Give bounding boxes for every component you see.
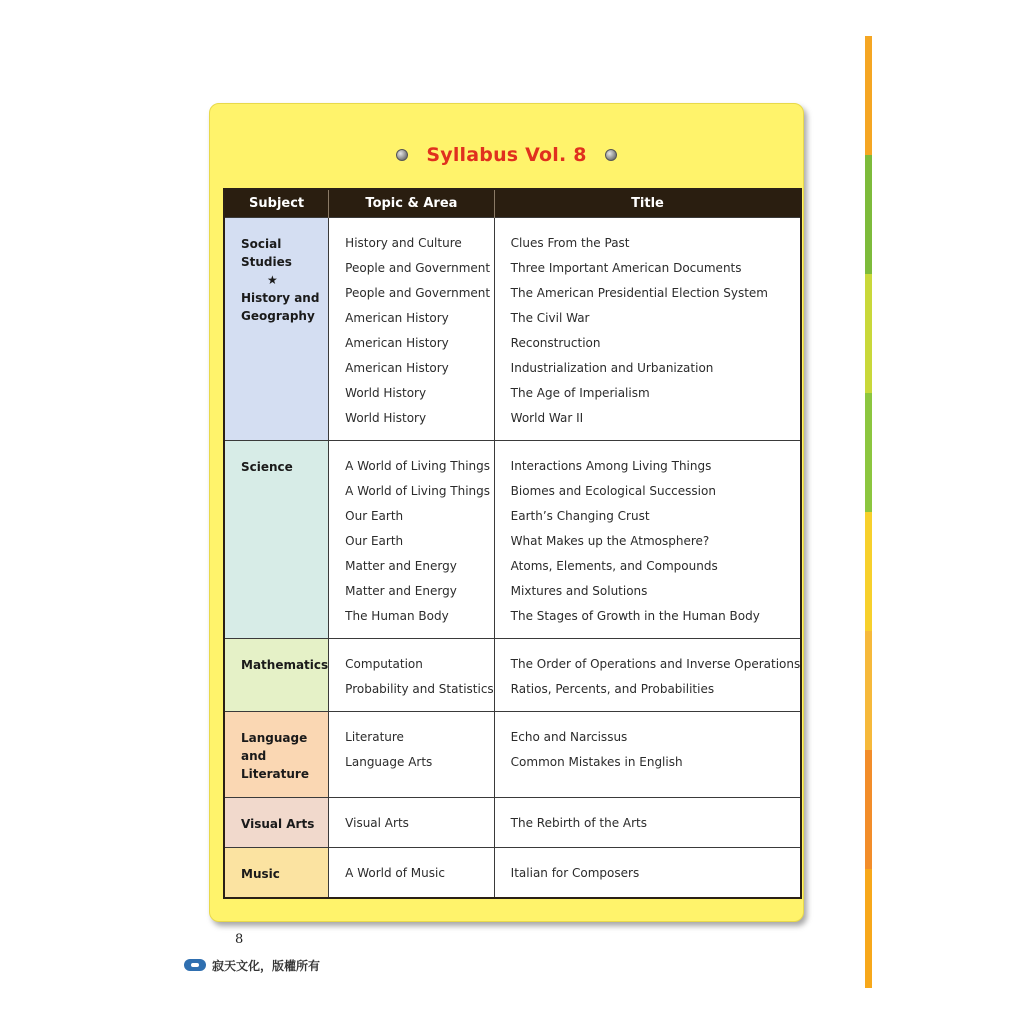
- subject-line: History and Geography: [241, 291, 320, 323]
- subject-label: [241, 656, 328, 674]
- syllabus-card: [209, 103, 804, 922]
- topic-item: World History: [345, 411, 427, 425]
- publisher-text: 寂天文化，版權所有: [212, 958, 321, 973]
- subject-label: [241, 729, 328, 783]
- strip-segment: [865, 274, 872, 393]
- title-cell: [494, 712, 801, 798]
- subject-label: [241, 235, 328, 325]
- page-title: Syllabus Vol. 8: [426, 144, 587, 166]
- title-item: Clues From the Past: [510, 236, 630, 250]
- strip-segment: [865, 155, 872, 274]
- subject-label: [241, 815, 328, 833]
- topic-item: Literature: [345, 730, 404, 744]
- subject-line: Social Studies: [241, 237, 292, 269]
- strip-segment: [865, 750, 872, 869]
- title-cell: [494, 639, 801, 712]
- strip-segment: [865, 393, 872, 512]
- topic-cell: [329, 798, 495, 848]
- title-item: Echo and Narcissus: [510, 730, 628, 744]
- topic-cell: [329, 441, 495, 639]
- subject-cell: [224, 639, 329, 712]
- topic-item: Language Arts: [345, 755, 433, 769]
- title-item: Italian for Composers: [510, 866, 640, 880]
- topic-item: American History: [345, 361, 449, 375]
- title-item: What Makes up the Atmosphere?: [510, 534, 710, 548]
- subject-line: Music: [241, 867, 280, 881]
- topic-item: The Human Body: [345, 609, 449, 623]
- topic-item: Computation: [345, 657, 423, 671]
- subject-line: Mathematics: [241, 658, 329, 672]
- topic-item: A World of Music: [345, 866, 445, 880]
- subject-line: Visual Arts: [241, 817, 315, 831]
- subject-line: Language and Literature: [241, 731, 309, 781]
- topic-item: Matter and Energy: [345, 584, 457, 598]
- topic-item: Visual Arts: [345, 816, 409, 830]
- title-cell: [494, 798, 801, 848]
- subject-line: Science: [241, 460, 293, 474]
- title-item: The American Presidential Election System: [510, 286, 768, 300]
- page-number: 8: [235, 932, 244, 947]
- title-item: The Age of Imperialism: [510, 386, 650, 400]
- title-item: The Rebirth of the Arts: [510, 816, 647, 830]
- title-item: The Stages of Growth in the Human Body: [510, 609, 760, 623]
- star-icon: ★: [267, 273, 278, 287]
- topic-item: Our Earth: [345, 509, 404, 523]
- title-item: Mixtures and Solutions: [510, 584, 648, 598]
- table-row: [224, 441, 801, 639]
- topic-cell: [329, 848, 495, 899]
- title-cell: [494, 848, 801, 899]
- subject-cell: [224, 441, 329, 639]
- table-row: [224, 639, 801, 712]
- title-item: Three Important American Documents: [510, 261, 742, 275]
- strip-segment: [865, 36, 872, 155]
- title-item: Earth’s Changing Crust: [510, 509, 650, 523]
- title-cell: [494, 218, 801, 441]
- topic-item: A World of Living Things: [345, 484, 491, 498]
- header-title: Title: [494, 189, 801, 218]
- strip-segment: [865, 631, 872, 750]
- title-item: Reconstruction: [510, 336, 601, 350]
- table-row: [224, 218, 801, 441]
- topic-item: Our Earth: [345, 534, 404, 548]
- title-item: Biomes and Ecological Succession: [510, 484, 716, 498]
- title-item: World War II: [510, 411, 584, 425]
- topic-cell: [329, 639, 495, 712]
- topic-item: People and Government: [345, 261, 491, 275]
- topic-cell: [329, 218, 495, 441]
- title-item: Industrialization and Urbanization: [510, 361, 714, 375]
- title-cell: [494, 441, 801, 639]
- table-row: [224, 712, 801, 798]
- header-subject: Subject: [224, 189, 329, 218]
- subject-cell: [224, 798, 329, 848]
- right-rivet-icon: [605, 149, 617, 161]
- subject-label: [241, 458, 328, 476]
- header-topic-area: Topic & Area: [329, 189, 495, 218]
- topic-item: Probability and Statistics: [345, 682, 494, 696]
- topic-item: A World of Living Things: [345, 459, 491, 473]
- title-row: [210, 140, 803, 170]
- title-item: Interactions Among Living Things: [510, 459, 712, 473]
- syllabus-table: [223, 188, 802, 899]
- topic-item: History and Culture: [345, 236, 462, 250]
- topic-item: World History: [345, 386, 427, 400]
- topic-item: People and Government: [345, 286, 491, 300]
- subject-cell: [224, 218, 329, 441]
- strip-segment: [865, 869, 872, 988]
- topic-item: Matter and Energy: [345, 559, 457, 573]
- title-item: The Order of Operations and Inverse Operations: [510, 657, 801, 671]
- table-header-row: [224, 189, 801, 218]
- title-item: The Civil War: [510, 311, 590, 325]
- title-item: Ratios, Percents, and Probabilities: [510, 682, 715, 696]
- topic-item: American History: [345, 311, 449, 325]
- publisher-badge-icon: [184, 959, 206, 971]
- subject-cell: [224, 712, 329, 798]
- topic-item: American History: [345, 336, 449, 350]
- side-color-strip: [865, 36, 872, 988]
- topic-cell: [329, 712, 495, 798]
- publisher-logo: [184, 955, 320, 975]
- strip-segment: [865, 512, 872, 631]
- title-item: Atoms, Elements, and Compounds: [510, 559, 718, 573]
- table-row: [224, 848, 801, 899]
- subject-cell: [224, 848, 329, 899]
- subject-label: [241, 865, 328, 883]
- left-rivet-icon: [396, 149, 408, 161]
- table-row: [224, 798, 801, 848]
- title-item: Common Mistakes in English: [510, 755, 683, 769]
